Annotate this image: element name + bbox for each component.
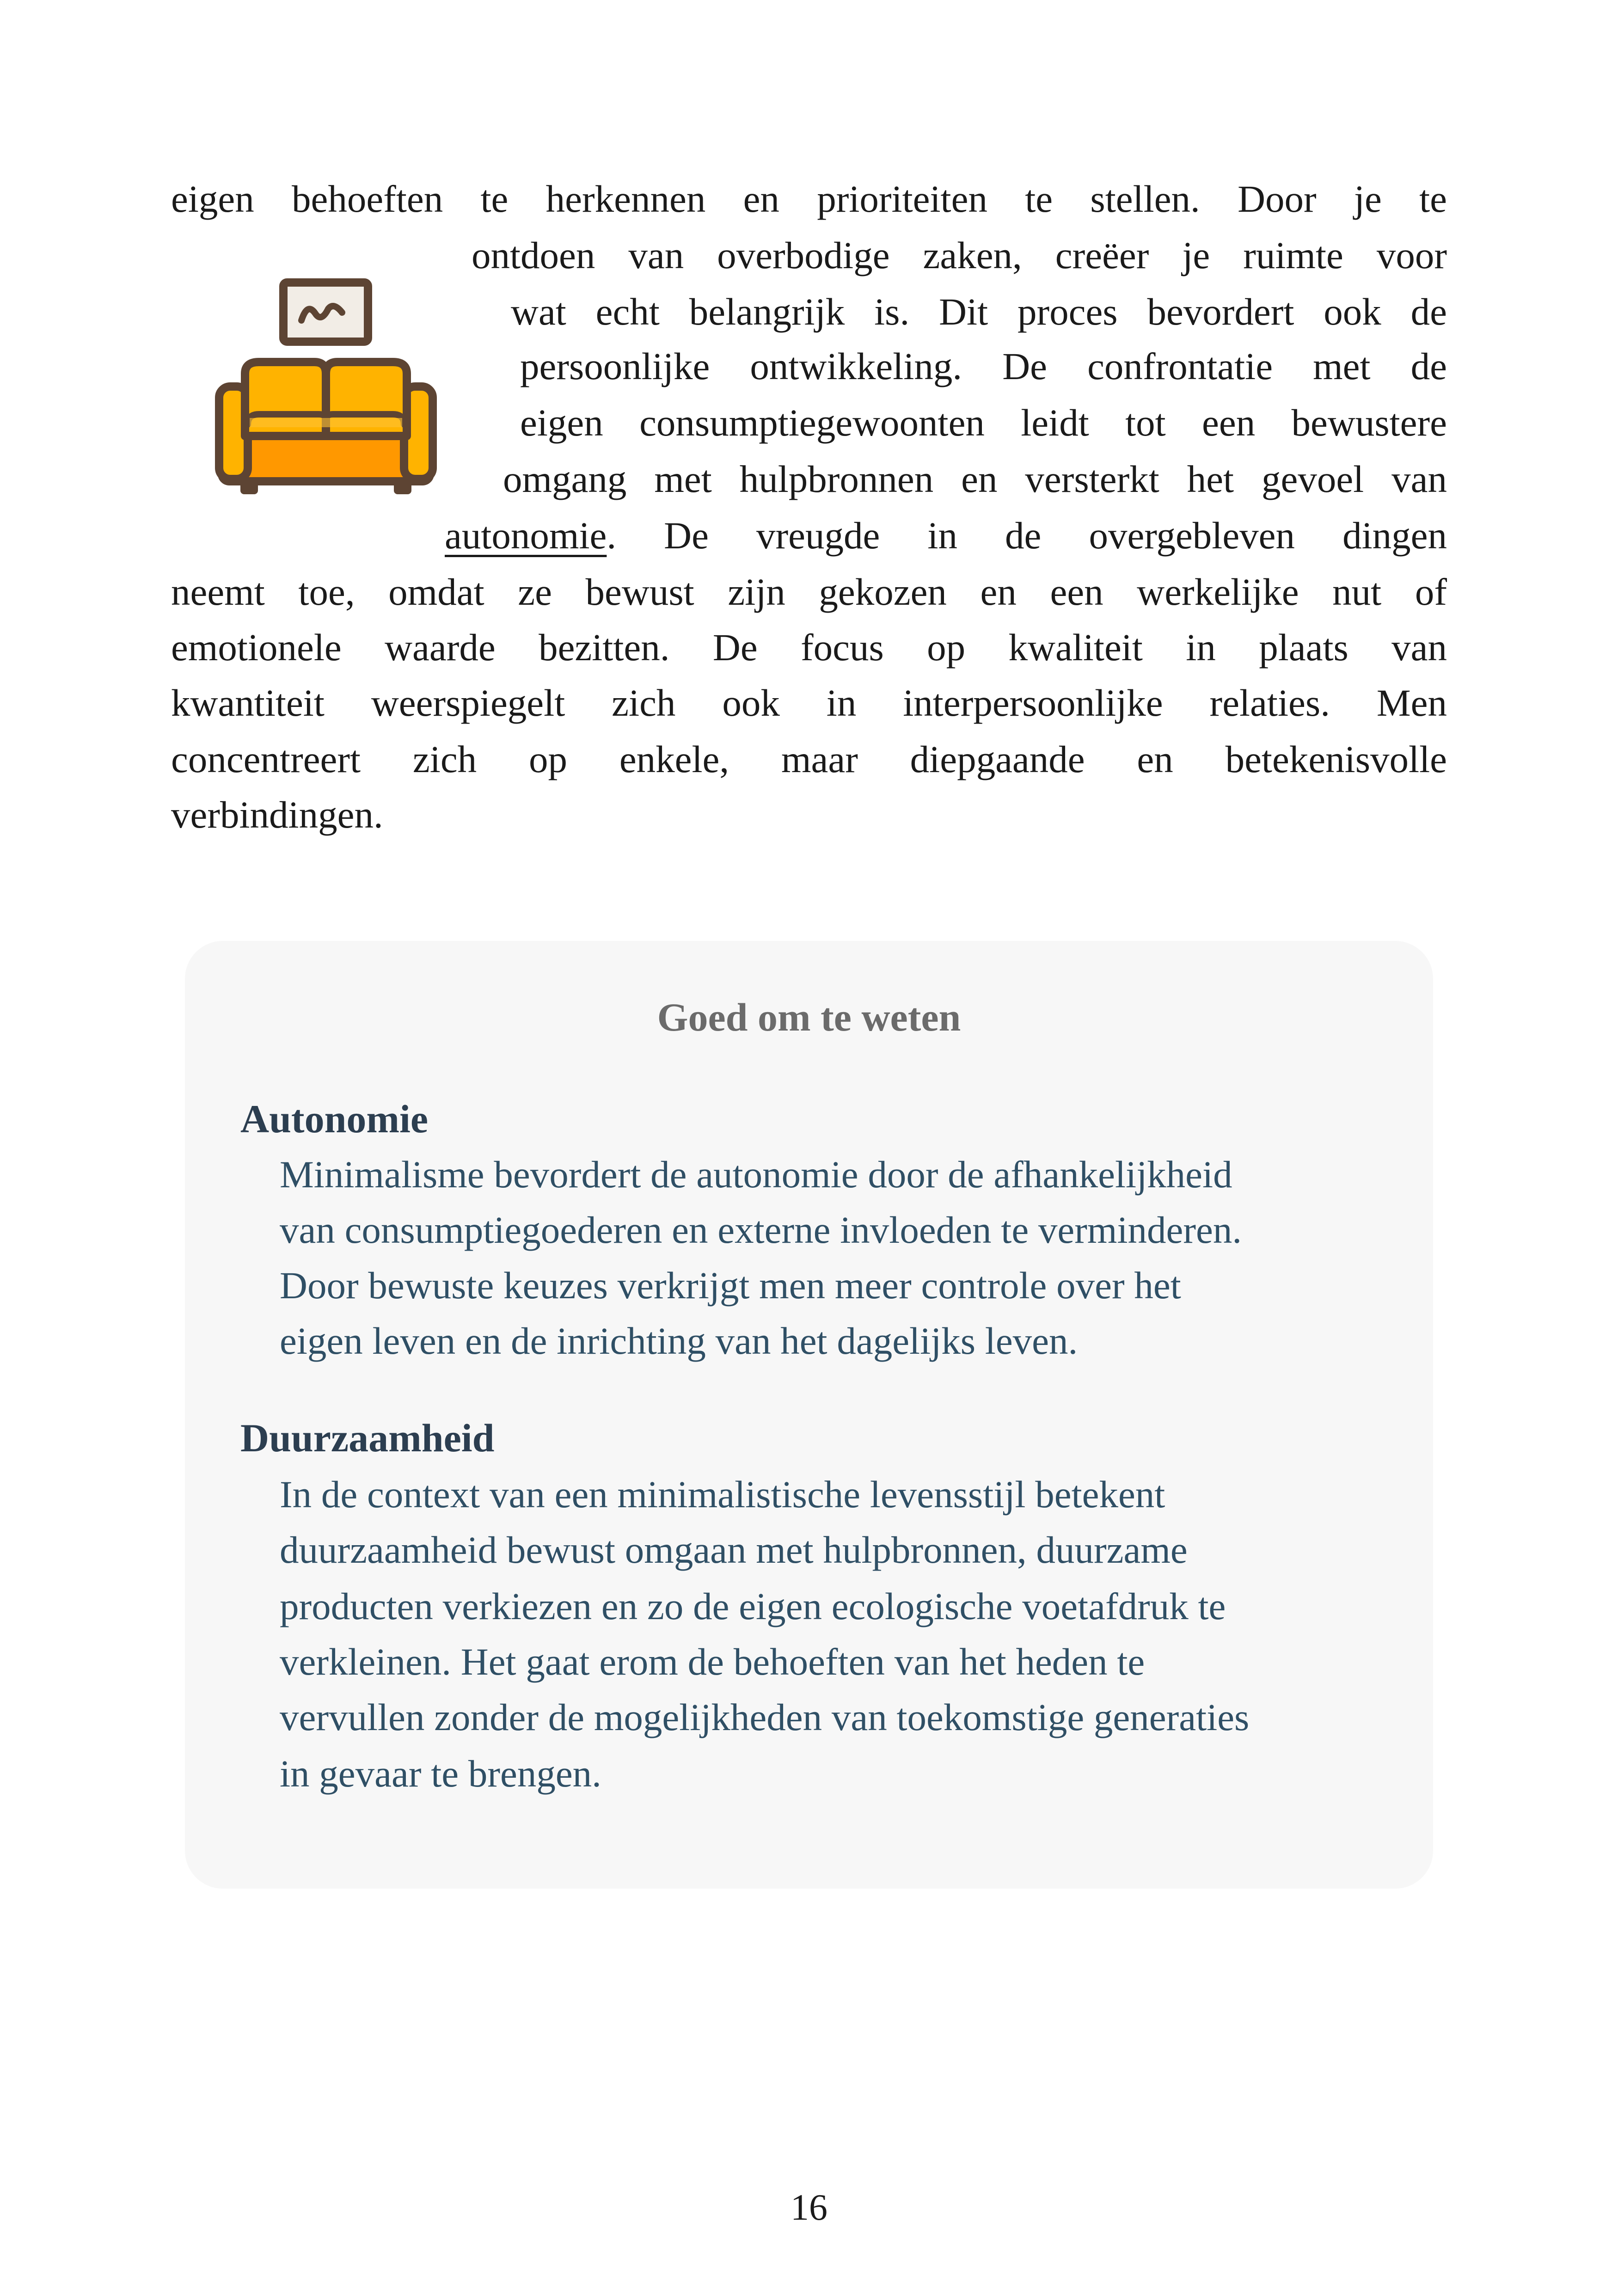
definition-line: Door bewuste keuzes verkrijgt men meer controle over het: [280, 1264, 1181, 1307]
body-line-3: wat echt belangrijk is. Dit proces bevordert ook de: [511, 290, 1447, 333]
body-line-7-text: . De vreugde in de overgebleven dingen: [607, 514, 1447, 557]
body-line-5: eigen consumptiegewoonten leidt tot een bewustere: [520, 401, 1447, 444]
definition-line: verkleinen. Het gaat erom de behoeften van het heden te: [280, 1640, 1145, 1683]
body-line-9: emotionele waarde bezitten. De focus op kwaliteit in plaats van: [171, 626, 1447, 669]
body-line-8: neemt toe, omdat ze bewust zijn gekozen en een werkelijke nut of: [171, 571, 1447, 613]
body-line-6: omgang met hulpbronnen en versterkt het gevoel van: [503, 458, 1447, 500]
body-line-1: eigen behoeften te herkennen en prioriteiten te stellen. Door je te: [171, 178, 1447, 220]
body-line-2: ontdoen van overbodige zaken, creëer je ruimte voor: [472, 234, 1447, 276]
body-line-7: [445, 512, 1447, 559]
info-box-title: Goed om te weten: [657, 995, 961, 1039]
body-line-4: persoonlijke ontwikkeling. De confrontatie met de: [520, 345, 1447, 387]
definition-line: duurzaamheid bewust omgaan met hulpbronnen, duurzame: [280, 1529, 1188, 1571]
term-autonomie: Autonomie: [240, 1097, 429, 1141]
body-line-11: concentreert zich op enkele, maar diepgaande en betekenisvolle: [171, 738, 1447, 780]
definition-line: eigen leven en de inrichting van het dagelijks leven.: [280, 1320, 1078, 1362]
body-line-10: kwantiteit weerspiegelt zich ook in interpersoonlijke relaties. Men: [171, 681, 1447, 724]
autonomie-link[interactable]: autonomie: [445, 514, 607, 557]
definition-line: van consumptiegoederen en externe invloeden te verminderen.: [280, 1209, 1242, 1251]
definition-line: In de context van een minimalistische levensstijl betekent: [280, 1473, 1165, 1516]
definition-line: vervullen zonder de mogelijkheden van toekomstige generaties: [280, 1696, 1250, 1738]
page-number: 16: [791, 2187, 827, 2228]
body-line-12: verbindingen.: [171, 793, 383, 836]
term-duurzaamheid: Duurzaamheid: [240, 1416, 495, 1460]
sofa-icon: [213, 276, 439, 499]
definition-line: Minimalisme bevordert de autonomie door de afhankelijkheid: [280, 1153, 1232, 1196]
definition-line: producten verkiezen en zo de eigen ecologische voetafdruk te: [280, 1585, 1226, 1627]
definition-line: in gevaar te brengen.: [280, 1752, 601, 1795]
